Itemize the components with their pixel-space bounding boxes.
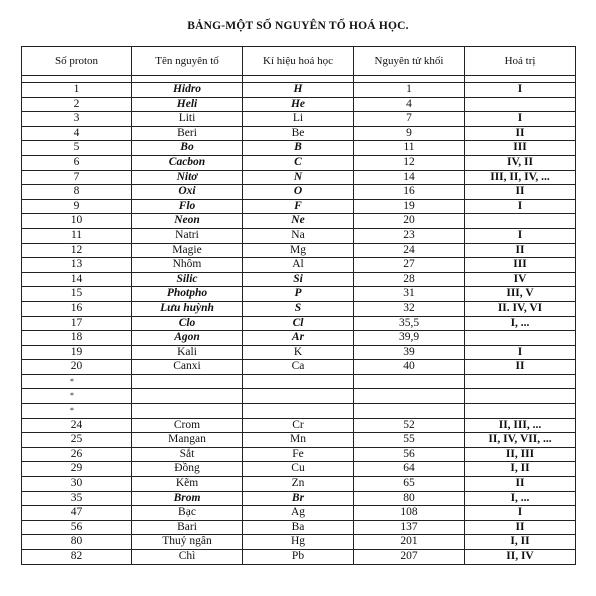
cell-proton: 30 (22, 477, 132, 492)
cell-symbol (243, 404, 354, 419)
cell-symbol: K (243, 345, 354, 360)
table-row (22, 433, 576, 448)
cell-mass: 23 (354, 228, 465, 243)
cell-name (132, 389, 243, 404)
cell-mass: 40 (354, 360, 465, 375)
cell-symbol: Li (243, 112, 354, 127)
cell-mass: 11 (354, 141, 465, 156)
cell-mass: 7 (354, 112, 465, 127)
header-symbol: Kí hiệu hoá học (243, 47, 354, 76)
cell-mass: 14 (354, 170, 465, 185)
cell-proton: 17 (22, 316, 132, 331)
cell-symbol: Ca (243, 360, 354, 375)
cell-mass: 64 (354, 462, 465, 477)
cell-mass: 24 (354, 243, 465, 258)
cell-valence: II (465, 243, 576, 258)
table-row (22, 83, 576, 98)
cell-proton: 11 (22, 228, 132, 243)
cell-proton: 24 (22, 418, 132, 433)
cell-name: Lưu huỳnh (132, 301, 243, 316)
table-row (22, 462, 576, 477)
cell-name: Nhôm (132, 258, 243, 273)
cell-symbol: Al (243, 258, 354, 273)
cell-valence: II (465, 126, 576, 141)
elements-table (21, 46, 576, 565)
cell-name: Agon (132, 331, 243, 346)
cell-valence: II (465, 360, 576, 375)
table-row (22, 520, 576, 535)
cell-mass: 16 (354, 185, 465, 200)
cell-name: Bari (132, 520, 243, 535)
cell-mass: 1 (354, 83, 465, 98)
cell-name: Liti (132, 112, 243, 127)
cell-name: Nitơ (132, 170, 243, 185)
cell-proton: 8 (22, 185, 132, 200)
cell-mass: 20 (354, 214, 465, 229)
cell-valence: I, ... (465, 316, 576, 331)
spacer-cell (243, 76, 354, 83)
spacer-cell (354, 76, 465, 83)
cell-symbol: F (243, 199, 354, 214)
cell-name: Neon (132, 214, 243, 229)
table-row (22, 112, 576, 127)
table-row (22, 185, 576, 200)
cell-proton: 6 (22, 155, 132, 170)
cell-valence: I (465, 228, 576, 243)
cell-symbol: Ar (243, 331, 354, 346)
table-row (22, 258, 576, 273)
table-row (22, 389, 576, 404)
cell-valence (465, 97, 576, 112)
cell-name: Canxi (132, 360, 243, 375)
cell-valence: III, II, IV, ... (465, 170, 576, 185)
cell-proton: 26 (22, 447, 132, 462)
header-row (22, 47, 576, 76)
spacer-cell (465, 76, 576, 83)
cell-symbol: Ag (243, 506, 354, 521)
cell-symbol: Si (243, 272, 354, 287)
cell-name: Heli (132, 97, 243, 112)
table-row (22, 477, 576, 492)
table-row (22, 243, 576, 258)
cell-symbol: Mn (243, 433, 354, 448)
cell-mass: 19 (354, 199, 465, 214)
cell-valence: I (465, 199, 576, 214)
cell-valence: I, II (465, 535, 576, 550)
cell-valence: II (465, 520, 576, 535)
cell-name: Brom (132, 491, 243, 506)
cell-mass: 32 (354, 301, 465, 316)
cell-symbol: C (243, 155, 354, 170)
cell-proton: 3 (22, 112, 132, 127)
cell-valence (465, 331, 576, 346)
spacer-cell (132, 76, 243, 83)
cell-mass: 201 (354, 535, 465, 550)
table-row (22, 374, 576, 389)
header-mass: Nguyên tử khối (354, 47, 465, 76)
cell-symbol: Hg (243, 535, 354, 550)
table-row (22, 272, 576, 287)
cell-symbol: Zn (243, 477, 354, 492)
table-row (22, 316, 576, 331)
cell-mass: 56 (354, 447, 465, 462)
cell-symbol: Ne (243, 214, 354, 229)
cell-proton: 82 (22, 550, 132, 565)
cell-mass: 207 (354, 550, 465, 565)
cell-symbol: O (243, 185, 354, 200)
page-title: BẢNG-MỘT SỐ NGUYÊN TỐ HOÁ HỌC. (187, 20, 409, 32)
cell-proton: 56 (22, 520, 132, 535)
cell-proton: 5 (22, 141, 132, 156)
cell-mass: 12 (354, 155, 465, 170)
cell-proton: 4 (22, 126, 132, 141)
cell-name: Bạc (132, 506, 243, 521)
cell-valence: I (465, 345, 576, 360)
cell-name: Thuỷ ngân (132, 535, 243, 550)
cell-name: Flo (132, 199, 243, 214)
cell-name: Photpho (132, 287, 243, 302)
cell-valence (465, 404, 576, 419)
cell-mass: 52 (354, 418, 465, 433)
cell-valence: II (465, 185, 576, 200)
cell-symbol (243, 374, 354, 389)
cell-valence: III (465, 258, 576, 273)
cell-valence: IV, II (465, 155, 576, 170)
cell-proton: 16 (22, 301, 132, 316)
cell-name: Chì (132, 550, 243, 565)
cell-symbol: Cr (243, 418, 354, 433)
cell-symbol: He (243, 97, 354, 112)
cell-mass (354, 374, 465, 389)
cell-proton: * (22, 389, 132, 404)
cell-name: Sắt (132, 447, 243, 462)
cell-symbol: P (243, 287, 354, 302)
cell-valence: II, IV, VII, ... (465, 433, 576, 448)
cell-symbol: H (243, 83, 354, 98)
cell-symbol: Pb (243, 550, 354, 565)
header-name: Tên nguyên tố (132, 47, 243, 76)
cell-valence: III, V (465, 287, 576, 302)
cell-name: Đồng (132, 462, 243, 477)
cell-name: Clo (132, 316, 243, 331)
cell-proton: * (22, 404, 132, 419)
cell-proton: 2 (22, 97, 132, 112)
cell-proton: 20 (22, 360, 132, 375)
cell-mass: 39,9 (354, 331, 465, 346)
spacer-cell (22, 76, 132, 83)
cell-name: Oxi (132, 185, 243, 200)
cell-valence: II, III, ... (465, 418, 576, 433)
cell-symbol: Cl (243, 316, 354, 331)
cell-symbol: Be (243, 126, 354, 141)
table-row (22, 506, 576, 521)
table-row (22, 360, 576, 375)
cell-name (132, 374, 243, 389)
cell-name: Beri (132, 126, 243, 141)
cell-name: Kẽm (132, 477, 243, 492)
cell-mass: 4 (354, 97, 465, 112)
cell-valence: I, II (465, 462, 576, 477)
cell-proton: 12 (22, 243, 132, 258)
cell-symbol (243, 389, 354, 404)
cell-proton: 18 (22, 331, 132, 346)
table-row (22, 155, 576, 170)
cell-symbol: Cu (243, 462, 354, 477)
cell-name: Cacbon (132, 155, 243, 170)
cell-mass: 80 (354, 491, 465, 506)
cell-proton: 25 (22, 433, 132, 448)
cell-proton: 80 (22, 535, 132, 550)
cell-proton: 10 (22, 214, 132, 229)
cell-valence: II (465, 477, 576, 492)
cell-proton: 35 (22, 491, 132, 506)
table-row (22, 214, 576, 229)
table-row (22, 535, 576, 550)
table-row (22, 141, 576, 156)
cell-valence: IV (465, 272, 576, 287)
table-row (22, 345, 576, 360)
header-proton: Số proton (22, 47, 132, 76)
table-row (22, 301, 576, 316)
table-row (22, 550, 576, 565)
cell-proton: * (22, 374, 132, 389)
cell-proton: 19 (22, 345, 132, 360)
cell-mass (354, 389, 465, 404)
cell-valence: I, ... (465, 491, 576, 506)
table-row (22, 126, 576, 141)
cell-proton: 1 (22, 83, 132, 98)
cell-valence: II. IV, VI (465, 301, 576, 316)
cell-name: Mangan (132, 433, 243, 448)
cell-proton: 9 (22, 199, 132, 214)
cell-name: Natri (132, 228, 243, 243)
cell-valence: II, IV (465, 550, 576, 565)
cell-valence: I (465, 112, 576, 127)
cell-valence: I (465, 506, 576, 521)
cell-proton: 47 (22, 506, 132, 521)
cell-symbol: N (243, 170, 354, 185)
cell-mass: 39 (354, 345, 465, 360)
table-row (22, 331, 576, 346)
cell-name: Crom (132, 418, 243, 433)
cell-symbol: B (243, 141, 354, 156)
cell-mass: 65 (354, 477, 465, 492)
cell-name: Hidro (132, 83, 243, 98)
cell-valence: II, III (465, 447, 576, 462)
cell-symbol: Na (243, 228, 354, 243)
cell-valence (465, 389, 576, 404)
cell-symbol: Fe (243, 447, 354, 462)
table-row (22, 491, 576, 506)
cell-name: Kali (132, 345, 243, 360)
spacer-row (22, 76, 576, 83)
cell-mass: 35,5 (354, 316, 465, 331)
cell-proton: 7 (22, 170, 132, 185)
cell-mass: 31 (354, 287, 465, 302)
cell-mass: 27 (354, 258, 465, 273)
header-valence: Hoá trị (465, 47, 576, 76)
cell-mass: 137 (354, 520, 465, 535)
cell-name: Bo (132, 141, 243, 156)
table-row (22, 418, 576, 433)
table-row (22, 447, 576, 462)
cell-name: Silic (132, 272, 243, 287)
cell-mass: 9 (354, 126, 465, 141)
cell-mass: 108 (354, 506, 465, 521)
cell-mass: 28 (354, 272, 465, 287)
cell-valence: I (465, 83, 576, 98)
cell-symbol: Mg (243, 243, 354, 258)
cell-name (132, 404, 243, 419)
cell-symbol: Br (243, 491, 354, 506)
table-row (22, 170, 576, 185)
table-row (22, 199, 576, 214)
cell-symbol: S (243, 301, 354, 316)
cell-proton: 13 (22, 258, 132, 273)
cell-valence (465, 374, 576, 389)
cell-mass: 55 (354, 433, 465, 448)
table-body (22, 76, 576, 565)
cell-mass (354, 404, 465, 419)
cell-proton: 29 (22, 462, 132, 477)
cell-proton: 15 (22, 287, 132, 302)
table-row (22, 228, 576, 243)
cell-name: Magie (132, 243, 243, 258)
cell-valence (465, 214, 576, 229)
cell-symbol: Ba (243, 520, 354, 535)
table-row (22, 97, 576, 112)
table-row (22, 404, 576, 419)
cell-valence: III (465, 141, 576, 156)
table-row (22, 287, 576, 302)
cell-proton: 14 (22, 272, 132, 287)
